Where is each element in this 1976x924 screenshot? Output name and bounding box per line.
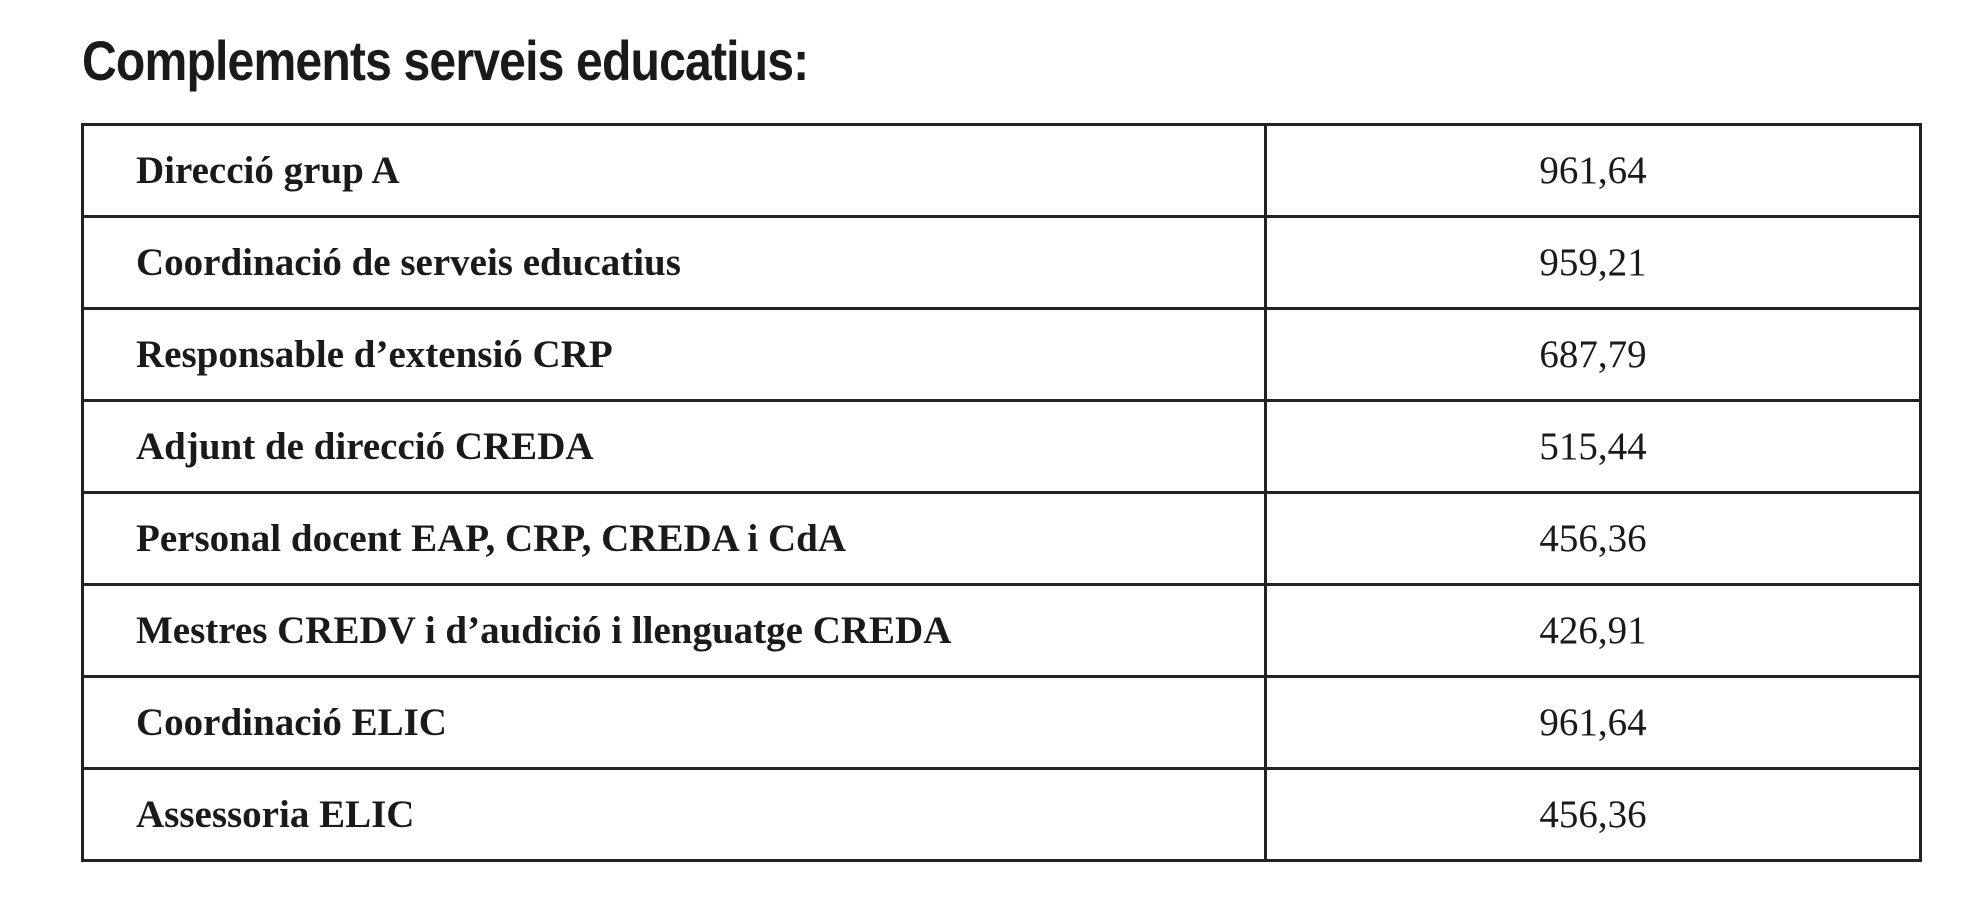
table-row [83,217,1921,309]
row-value: 961,64 [1265,677,1920,769]
table-row [83,125,1921,217]
row-label: Coordinació de serveis educatius [83,217,1266,309]
page-title: Complements serveis educatius: [82,29,809,92]
row-value: 456,36 [1265,493,1920,585]
row-value: 961,64 [1265,125,1920,217]
row-value: 687,79 [1265,309,1920,401]
table-row [83,677,1921,769]
row-value: 515,44 [1265,401,1920,493]
row-value: 959,21 [1265,217,1920,309]
table-row [83,309,1921,401]
complements-table [81,123,1922,862]
table-row [83,401,1921,493]
row-label: Coordinació ELIC [83,677,1266,769]
row-label: Adjunt de direcció CREDA [83,401,1266,493]
row-value: 426,91 [1265,585,1920,677]
row-label: Responsable d’extensió CRP [83,309,1266,401]
table-row [83,493,1921,585]
row-label: Assessoria ELIC [83,769,1266,861]
row-value: 456,36 [1265,769,1920,861]
table-row [83,769,1921,861]
row-label: Direcció grup A [83,125,1266,217]
row-label: Personal docent EAP, CRP, CREDA i CdA [83,493,1266,585]
table-row [83,585,1921,677]
row-label: Mestres CREDV i d’audició i llenguatge CREDA [83,585,1266,677]
